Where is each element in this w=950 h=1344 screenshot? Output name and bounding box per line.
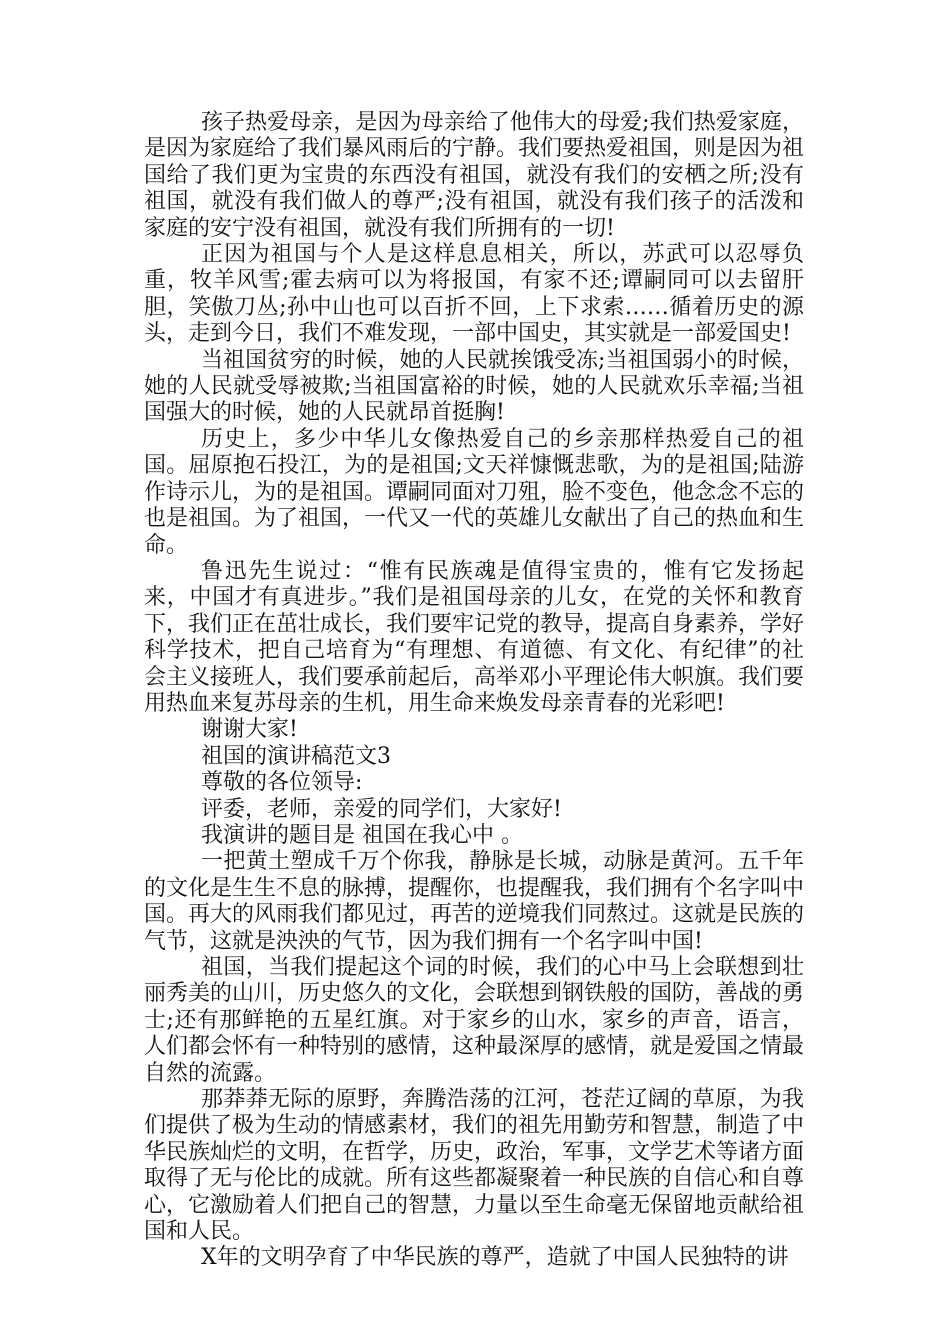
section-title: 祖国的演讲稿范文3 bbox=[201, 743, 391, 769]
document-page bbox=[144, 110, 804, 1272]
speech-topic: 我演讲的题目是 祖国在我心中 。 bbox=[201, 822, 523, 848]
paragraph-civilization: X年的文明孕育了中华民族的尊严，造就了中国人民独特的讲 bbox=[201, 1245, 789, 1271]
paragraph-luxun-quote: 鲁迅先生说过：“惟有民族魂是值得宝贵的，惟有它发扬起来，中国才有真进步。”我们是祖国母亲的儿女，在党的关怀和教育下，我们正在茁壮成长，我们要牢记党的教导，提高自身素养，学好科学技术，把自己培育为“有理想、有道德、有文化、有纪律”的社会主义接班人，我们要承前起后，高举邓小平理论伟大帜旗。我们要用热血来复苏母亲的生机，用生命来焕发母亲青春的光彩吧! bbox=[144, 558, 805, 716]
paragraph-historical-patriots: 历史上，多少中华儿女像热爱自己的乡亲那样热爱自己的祖国。屈原抱石投江，为的是祖国;文天祥慷慨悲歌，为的是祖国;陆游作诗示儿，为的是祖国。谭嗣同面对刀殂，脸不变色，他念念不忘的也是祖国。为了祖国，一代又一代的英雄儿女献出了自己的热血和生命。 bbox=[144, 426, 805, 558]
paragraph-motherland-word: 祖国，当我们提起这个词的时候，我们的心中马上会联想到壮丽秀美的山川，历史悠久的文化，会联想到钢铁般的国防，善战的勇士;还有那鲜艳的五星红旗。对于家乡的山水，家乡的声音，语言，人们都会怀有一种特别的感情，这种最深厚的感情，就是爱国之情最自然的流露。 bbox=[144, 955, 805, 1086]
paragraph-love-motherland: 孩子热爱母亲，是因为母亲给了他伟大的母爱;我们热爱家庭，是因为家庭给了我们暴风雨后的宁静。我们要热爱祖国，则是因为祖国给了我们更为宝贵的东西没有祖国，就没有我们的安栖之所;没有祖国，就没有我们做人的尊严;没有祖国，就没有我们孩子的活泼和家庭的安宁没有祖国，就没有我们所拥有的一切! bbox=[144, 110, 805, 241]
paragraph-history-heroes: 正因为祖国与个人是这样息息相关，所以，苏武可以忍辱负重，牧羊风雪;霍去病可以为将报国，有家不还;谭嗣同可以去留肝胆，笑傲刀丛;孙中山也可以百折不回，上下求索……循着历史的源头，走到今日，我们不难发现，一部中国史，其实就是一部爱国史! bbox=[144, 242, 804, 347]
paragraph-country-people: 当祖国贫穷的时候，她的人民就挨饿受冻;当祖国弱小的时候，她的人民就受辱被欺;当祖国富裕的时候，她的人民就欢乐幸福;当祖国强大的时候，她的人民就昂首挺胸! bbox=[144, 347, 804, 426]
salutation-leaders: 尊敬的各位领导: bbox=[201, 770, 363, 796]
salutation-audience: 评委，老师，亲爱的同学们，大家好! bbox=[201, 796, 562, 822]
paragraph-yellow-earth: 一把黄土塑成千万个你我，静脉是长城，动脉是黄河。五千年的文化是生生不息的脉搏，提醒你，也提醒我，我们拥有个名字叫中国。再大的风雨我们都见过，再苦的逆境我们同熬过。这就是民族的气节，这就是泱泱的气节，因为我们拥有一个名字叫中国! bbox=[144, 849, 805, 954]
paragraph-thanks: 谢谢大家! bbox=[201, 717, 298, 743]
paragraph-vast-land: 那莽莽无际的原野，奔腾浩荡的江河，苍茫辽阔的草原，为我们提供了极为生动的情感素材，我们的祖先用勤劳和智慧，制造了中华民族灿烂的文明，在哲学，历史，政治，军事，文学艺术等诸方面取得了无与伦比的成就。所有这些都凝聚着一种民族的自信心和自尊心，它激励着人们把自己的智慧，力量以至生命毫无保留地贡献给祖国和人民。 bbox=[144, 1087, 805, 1245]
